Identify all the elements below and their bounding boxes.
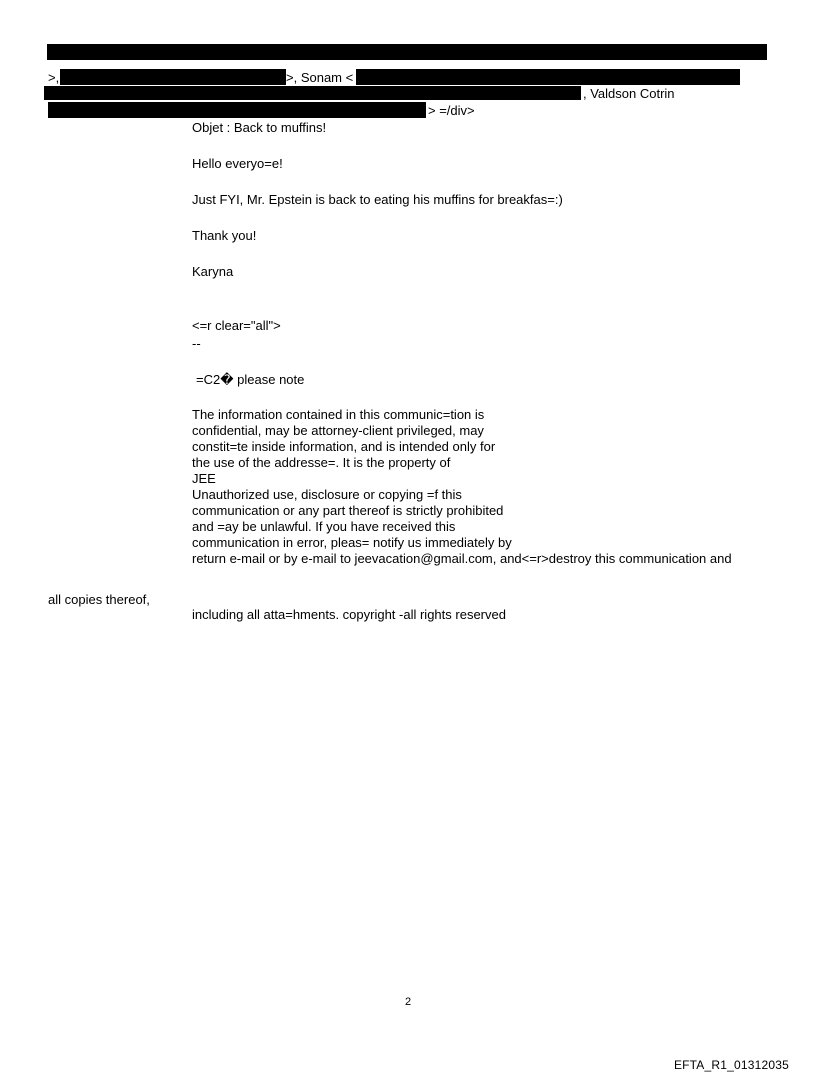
disclaimer-line: and =ay be unlawful. If you have received this [192,519,456,534]
redaction-bar [44,86,581,100]
disclaimer-last-line: including all atta=hments. copyright -all rights reserved [192,607,506,622]
disclaimer-line: JEE [192,471,216,486]
email-subject: Objet : Back to muffins! [192,120,327,135]
disclaimer-block [192,407,732,567]
disclaimer-line: constit=te inside information, and is intended only for [192,439,496,454]
header-line4-div: > =/div> [428,103,475,118]
disclaimer-line: communication in error, pleas= notify us immediately by [192,535,512,550]
bates-number: EFTA_R1_01312035 [673,1058,789,1072]
email-dashes: -- [192,336,201,351]
header-line3-valdson: , Valdson Cotrin [583,86,675,101]
header-line2-prefix: >, [48,70,60,85]
email-body [192,119,732,567]
email-signature: Karyna [192,264,234,279]
redaction-bar [48,102,426,118]
redaction-bar [356,69,740,85]
email-thanks: Thank you! [192,228,257,243]
redaction-bar [47,44,767,60]
disclaimer-wrap-line: all copies thereof, [48,592,150,607]
email-note: =C2� please note [196,372,305,387]
email-message: Just FYI, Mr. Epstein is back to eating his muffins for breakfas=:) [192,192,563,207]
disclaimer-line: return e-mail or by e-mail to jeevacation@gmail.com, and<=r>destroy this communication and [192,551,732,566]
disclaimer-line: communication or any part thereof is strictly prohibited [192,503,504,518]
disclaimer-line: Unauthorized use, disclosure or copying =f this [192,487,462,502]
disclaimer-line: confidential, may be attorney-client privileged, may [192,423,484,438]
disclaimer-line: The information contained in this communic=tion is [192,407,485,422]
header-line2-sonam: >, Sonam < [286,70,354,85]
page-number: 2 [404,996,412,1008]
disclaimer-line: the use of the addresse=. It is the property of [192,455,451,470]
email-br-tag: <=r clear="all"> [192,318,281,333]
redaction-bar [60,69,286,85]
email-greeting: Hello everyo=e! [192,156,283,171]
